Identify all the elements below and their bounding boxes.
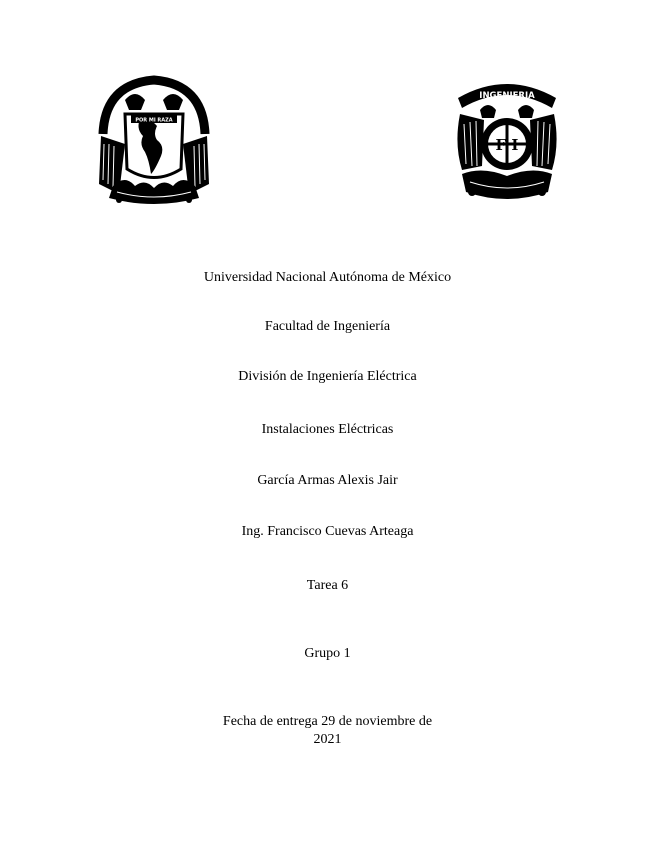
student-name: García Armas Alexis Jair bbox=[257, 473, 398, 488]
fi-initials-text: F I bbox=[495, 136, 519, 154]
group-label: Grupo 1 bbox=[304, 646, 351, 661]
due-date-line-1: Fecha de entrega 29 de noviembre de bbox=[222, 714, 433, 729]
professor-name: Ing. Francisco Cuevas Arteaga bbox=[241, 524, 414, 539]
university-name: Universidad Nacional Autónoma de México bbox=[203, 270, 452, 285]
due-date-line-2: 2021 bbox=[313, 732, 342, 747]
fi-banner-text: INGENIERIA bbox=[479, 91, 535, 101]
unam-coat-of-arms-icon bbox=[95, 74, 213, 208]
unam-banner-text: POR MI RAZA bbox=[135, 117, 173, 124]
faculty-name: Facultad de Ingeniería bbox=[264, 319, 391, 334]
division-name: División de Ingeniería Eléctrica bbox=[238, 369, 417, 384]
fi-engineering-crest-icon bbox=[452, 74, 562, 206]
assignment-title: Tarea 6 bbox=[306, 578, 349, 593]
course-name: Instalaciones Eléctricas bbox=[261, 422, 394, 437]
